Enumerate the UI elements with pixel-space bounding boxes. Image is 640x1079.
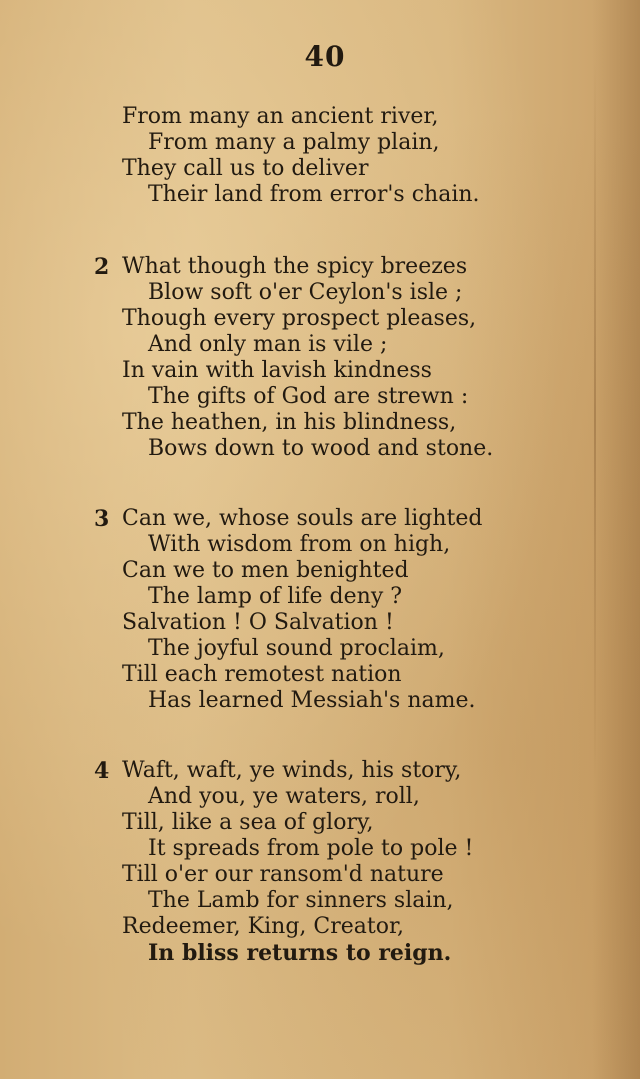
stanza-4-line-6: The Lamb for sinners slain, xyxy=(148,888,454,913)
stanza-2-line-2: Blow soft o'er Ceylon's isle ; xyxy=(148,280,463,305)
stanza-1-line-2: From many a palmy plain, xyxy=(148,130,440,155)
page-number: 40 xyxy=(304,40,346,73)
stanza-3-line-8: Has learned Messiah's name. xyxy=(148,688,476,713)
stanza-1-line-4: Their land from error's chain. xyxy=(148,182,480,207)
stanza-number: 4 xyxy=(94,758,110,784)
stanza-2-line-6: The gifts of God are strewn : xyxy=(148,384,469,409)
stanza-4-line-1: Waft, waft, ye winds, his story, xyxy=(122,758,462,783)
stanza-3-line-7: Till each remotest nation xyxy=(122,662,402,687)
stanza-3-line-6: The joyful sound proclaim, xyxy=(148,636,445,661)
stanza-1-line-3: They call us to deliver xyxy=(122,156,369,181)
stanza-3-line-2: With wisdom from on high, xyxy=(148,532,451,557)
stanza-number: 3 xyxy=(94,506,110,532)
stanza-4-line-8: In bliss returns to reign. xyxy=(148,940,452,966)
stanza-1-line-1: From many an ancient river, xyxy=(122,104,439,129)
stanza-3-line-4: The lamp of life deny ? xyxy=(148,584,403,609)
stanza-4-line-5: Till o'er our ransom'd nature xyxy=(122,862,444,887)
stanza-4-line-4: It spreads from pole to pole ! xyxy=(148,836,474,861)
page-edge-shadow xyxy=(592,0,640,1079)
stanza-3-line-3: Can we to men benighted xyxy=(122,558,409,583)
stanza-2-line-3: Though every prospect pleases, xyxy=(122,306,477,331)
stanza-2-line-5: In vain with lavish kindness xyxy=(122,358,432,383)
stanza-2-line-8: Bows down to wood and stone. xyxy=(148,436,494,461)
stanza-2-line-4: And only man is vile ; xyxy=(148,332,388,357)
stanza-2-line-1: What though the spicy breezes xyxy=(122,254,468,279)
stanza-3-line-1: Can we, whose souls are lighted xyxy=(122,506,483,531)
page-crease xyxy=(594,60,596,780)
stanza-3-line-5: Salvation ! O Salvation ! xyxy=(122,610,394,635)
stanza-4-line-3: Till, like a sea of glory, xyxy=(122,810,374,835)
stanza-number: 2 xyxy=(94,254,110,280)
stanza-2-line-7: The heathen, in his blindness, xyxy=(122,410,457,435)
stanza-4-line-2: And you, ye waters, roll, xyxy=(148,784,420,809)
stanza-4-line-7: Redeemer, King, Creator, xyxy=(122,914,405,939)
